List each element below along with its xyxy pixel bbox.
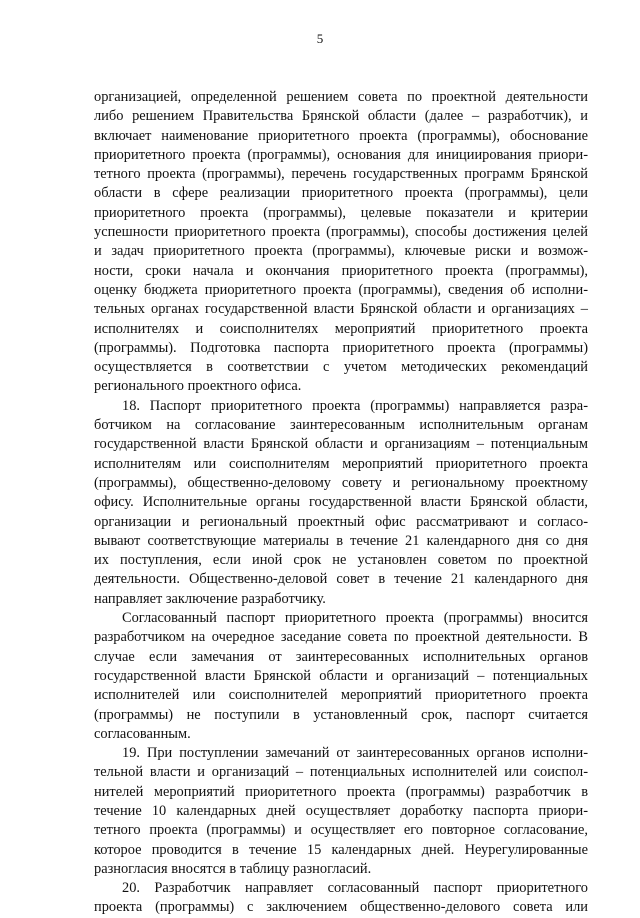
text-line: либо решением Правительства Брянской области (далее – разработчик), и — [94, 108, 588, 125]
text-line: деятельности. Общественно-деловой совет в течение 21 календарного дня — [94, 571, 588, 588]
text-line: приоритетного проекта (программы), целевые показатели и критерии — [94, 204, 588, 221]
text-line: включает наименование приоритетного проекта (программы), обоснование — [94, 127, 588, 144]
text-line: ботчиком на согласование заинтересованным исполнительным органам — [94, 417, 588, 434]
text-line: разногласия вносятся в таблицу разногласий. — [94, 860, 372, 877]
text-line: 20. Разработчик направляет согласованный паспорт приоритетного — [122, 880, 588, 897]
text-line: вывают соответствующие материалы в течение 21 календарного дня со дня — [94, 532, 588, 549]
page-number: 5 — [316, 31, 324, 46]
text-line: исполнителях и соисполнителях мероприятий приоритетного проекта — [94, 320, 588, 337]
text-line: Согласованный паспорт приоритетного проекта (программы) вносится — [122, 610, 588, 627]
text-line: государственной власти Брянской области и организаций – потенциальных — [94, 667, 588, 684]
text-line: приоритетного проекта (программы), основания для инициирования приори- — [94, 146, 588, 163]
text-line: тетного проекта (программы) и осуществляет его повторное согласование, — [94, 822, 588, 839]
text-line: направляет заключение разработчику. — [94, 590, 326, 607]
text-line: осуществляется в соответствии с учетом методических рекомендаций — [94, 359, 588, 376]
text-line: области в сфере реализации приоритетного проекта (программы), цели — [94, 185, 588, 202]
text-line: течение 10 календарных дней осуществляет доработку паспорта приори- — [94, 802, 588, 819]
text-line: регионального проектного офиса. — [94, 378, 302, 395]
text-line: 19. При поступлении замечаний от заинтересованных органов исполни- — [122, 745, 588, 762]
text-line: (программы) не поступили в установленный срок, паспорт считается — [94, 706, 588, 723]
text-line: государственной власти Брянской области и организациям – потенциальным — [94, 436, 588, 453]
text-line: организацией, определенной решением совета по проектной деятельности — [94, 89, 588, 105]
text-line: и задач приоритетного проекта (программы), ключевые риски и возмож- — [94, 243, 588, 260]
text-line: офису. Исполнительные органы государственной власти Брянской области, — [94, 494, 588, 511]
text-line: 18. Паспорт приоритетного проекта (программы) направляется разра- — [122, 397, 588, 414]
text-line: оценку бюджета приоритетного проекта (программы), сведения об исполни- — [94, 281, 588, 298]
document-body — [94, 88, 588, 918]
text-line: исполнителей или соисполнителей мероприятий приоритетного проекта — [94, 687, 588, 704]
text-line: тельной власти и организаций – потенциальных исполнителей или соиспол- — [94, 764, 588, 781]
text-line: (программы), общественно-деловому совету и региональному проектному — [94, 474, 588, 491]
text-line: ности, сроки начала и окончания приоритетного проекта (программы), — [94, 262, 588, 279]
text-line: случае если замечания от заинтересованных исполнительных органов — [94, 648, 588, 665]
text-line: успешности приоритетного проекта (программы), способы достижения целей — [94, 224, 588, 241]
text-line: разработчиком на очередное заседание совета по проектной деятельности. В — [94, 629, 588, 646]
text-line: тельных органах государственной власти Брянской области и организациях – — [94, 301, 588, 318]
text-line: (программы). Подготовка паспорта приоритетного проекта (программы) — [94, 339, 588, 356]
text-line: нителей мероприятий приоритетного проекта (программы) разработчик в — [94, 783, 588, 800]
text-line: согласованным. — [94, 725, 191, 742]
text-line: их поступления, если иной срок не установлен советом по проектной — [94, 552, 588, 569]
text-line: которое проводится в течение 15 календарных дней. Неурегулированные — [94, 841, 588, 858]
text-line: проекта (программы) с заключением общественно-делового совета или — [94, 899, 588, 916]
text-line: исполнителям или соисполнителям мероприятий приоритетного проекта — [94, 455, 588, 472]
text-line: тетного проекта (программы), перечень государственных программ Брянской — [94, 166, 588, 183]
text-line: организации и региональный проектный офис рассматривают и согласо- — [94, 513, 588, 530]
